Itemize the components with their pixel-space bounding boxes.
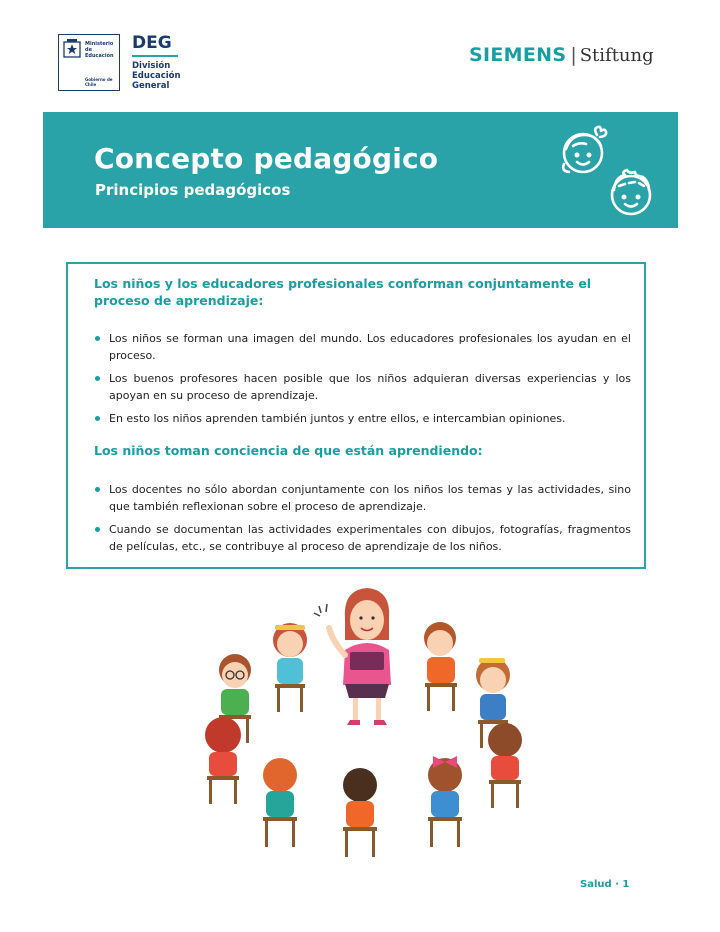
list-item: Los docentes no sólo abordan conjuntamente con los niños los temas y las actividades, sino que también reflexionan sobre el proceso de aprendizaje. xyxy=(94,481,631,515)
teacher-reading-illustration xyxy=(195,580,535,865)
crest-icon xyxy=(63,39,81,59)
section-title-2: Los niños toman conciencia de que están aprendiendo: xyxy=(94,443,483,458)
section-1-list xyxy=(94,330,631,433)
ministry-line2: Educación xyxy=(85,53,114,59)
deg-title: DEG xyxy=(132,33,172,53)
child-figure xyxy=(205,717,241,804)
page-footer: Salud · 1 xyxy=(580,879,630,890)
child-figure xyxy=(343,768,377,857)
child-figure xyxy=(263,758,297,847)
deg-line1: División xyxy=(132,61,171,71)
deg-line2: Educación xyxy=(132,71,181,81)
child-figure xyxy=(488,723,522,808)
child-figure xyxy=(428,756,462,847)
section-2-list xyxy=(94,481,631,561)
deg-line3: General xyxy=(132,81,170,91)
deg-divider xyxy=(132,55,178,57)
page-subtitle: Principios pedagógicos xyxy=(95,181,291,199)
list-item: Los niños se forman una imagen del mundo. Los educadores profesionales los ayudan en el proceso. xyxy=(94,330,631,364)
page-title: Concepto pedagógico xyxy=(94,142,439,175)
deg-logo xyxy=(132,34,181,91)
section-title-1: Los niños y los educadores profesionales conforman conjuntamente el proceso de aprendizaje: xyxy=(94,276,592,308)
siemens-stiftung-logo xyxy=(469,43,654,68)
child-figure xyxy=(273,623,307,712)
government-label: Gobierno de Chile xyxy=(85,77,113,87)
child-figure xyxy=(424,622,457,711)
list-item: Cuando se documentan las actividades experimentales con dibujos, fotografías, fragmentos de películas, etc., se contribuye al proceso de aprendizaje de los niños. xyxy=(94,521,631,555)
ministry-logo xyxy=(58,34,120,91)
list-item: Los buenos profesores hacen posible que los niños adquieran diversas experiencias y los apoyan en su proceso de aprendizaje. xyxy=(94,370,631,404)
logo-separator: | xyxy=(570,44,577,66)
principles-box xyxy=(66,262,646,569)
title-banner xyxy=(43,112,678,228)
siemens-brand: SIEMENS xyxy=(469,44,567,66)
teacher-figure xyxy=(314,588,391,725)
children-faces-icon xyxy=(553,122,673,222)
stiftung-label: Stiftung xyxy=(579,45,654,66)
ministry-name xyxy=(85,41,119,59)
ministry-line1: Ministerio de xyxy=(85,41,114,53)
list-item: En esto los niños aprenden también juntos y entre ellos, e intercambian opiniones. xyxy=(94,410,631,427)
